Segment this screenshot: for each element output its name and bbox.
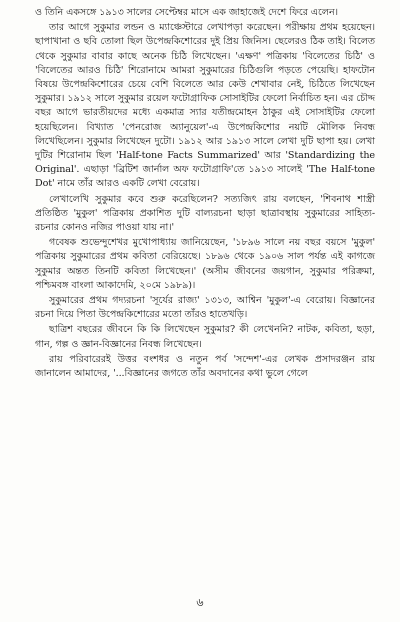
paragraph-continuation: ও তিনি একসঙ্গে ১৯১৩ সালের সেপ্টেম্বর মাসে এক জাহাজেই দেশে ফিরে এলেন। [35,7,338,18]
paragraph-first-prose: সুকুমারের প্রথম গদ্যরচনা 'সূর্যের রাজ্য' ১৩১৩, আশ্বিন 'মুকুল'-এ বেরোয়। বিজ্ঞানের রচনা দিয়ে পিতা উপেন্দ্রকিশোরের মতো তাঁরও হাতেখড়ি। [35,295,375,321]
paragraph-london-education: তার আগে সুকুমার লন্ডন ও ম্যাঞ্চেস্টারে লেখাপড়া করেছেন। পরীক্ষায় প্রথম হয়েছেন। ছাপাখানা ও ছবি তোলা ছিল উপেন্দ্রকিশোরের দুই প্রিয় জিনিস। ছেলেরও ঠিক তাই। বিলেত থেকে সুকুমার বাবার কাছে অনেক চিঠি লিখেছেন। 'এক্ষণ' পত্রিকায় 'বিলেতের চিঠি' ও 'বিলেতের আরও চিঠি' শিরোনামে আমরা সুকুমারের চিঠিগুলি পড়তে পেয়েছি। হাফটোন বিষয়ে উপেন্দ্রকিশোরের চেয়ে বেশি বিলেতে আর কেউ শেখাবার নেই, চিঠিতে লিখেছেন সুকুমার। ১৯১২ সালে সুকুমার রয়েল ফটোগ্রাফিক সোসাইটির ফেলো নির্বাচিত হন। এর চৌদ্দ বছর আগে ভারতীয়দের মধ্যে একমাত্র স্যার যতীন্দ্রমোহন ঠাকুর এই সোসাইটির ফেলো হয়েছিলেন। বিখ্যাত 'পেনরোজ অ্যানুয়েল'-এ উপেন্দ্রকিশোর নয়টি মৌলিক নিবন্ধ লিখেছিলেন। সুকুমার লিখেছেন দুটো। ১৯১২ আর ১৯১৩ সালে লেখা দুটি ছাপা হয়। লেখা দুটির শিরোনাম ছিল 'Half-tone Facts Summarized' আর 'Standardizing the Original'. এছাড়া 'ব্রিটিশ জার্নাল অফ ফটোগ্রাফি'তে ১৯১৩ সালেই 'The Half-tone Dot' নামে তাঁর আরও একটি লেখা বেরোয়। [35,22,375,190]
page-number: ৬ [196,596,204,609]
paragraph-descendant: রায় পরিবারেরই উত্তর বংশধর ও নতুন পর্ব 'সন্দেশ'-এর লেখক প্রসাদরঞ্জন রায় জানালেন আমাদের, '...বিজ্ঞানের জগতে তাঁর অবদানের কথা ভুলে গেলে [35,353,375,380]
paragraph-researcher-quote: গবেষক শুভেন্দুশেখর মুখোপাধ্যায় জানিয়েছেন, '১৮৯৬ সালে নয় বছর বয়সে 'মুকুল' পত্রিকায় সুকুমারের প্রথম কবিতা বেরিয়েছে। ১৮৯৬ থেকে ১৯০৬ সাল পর্যন্ত এই কাগজে সুকুমার অন্তত তিনটি কবিতা লিখেছেন।' (অসীম জীবনের জয়গান, সুকুমার পরিক্রমা, পশ্চিমবঙ্গ বাংলা আকাদেমি, ২০মে ১৯৮৯)। [35,237,375,291]
paragraph-works: ছাত্রিশ বছরের জীবনে কি কি লিখেছেন সুকুমার? কী লেখেননি? নাটক, কবিতা, ছড়া, গান, গল্প ও জ্ঞান-বিজ্ঞানের নিবন্ধ লিখেছেন। [35,324,375,350]
paragraph-writing-start: লেখালেখি সুকুমার কবে শুরু করেছিলেন? সত্যজিৎ রায় বলছেন, 'শিবনাথ শাস্ত্রী প্রতিষ্ঠিত 'মুকুল' পত্রিকায় প্রকাশিত দুটি বাল্যরচনা ছাড়া ছাত্রাবস্থায় সুকুমারের সাহিত্য-রচনার কোনও নজির পাওয়া যায় না।' [35,193,375,234]
body-text [35,6,375,382]
